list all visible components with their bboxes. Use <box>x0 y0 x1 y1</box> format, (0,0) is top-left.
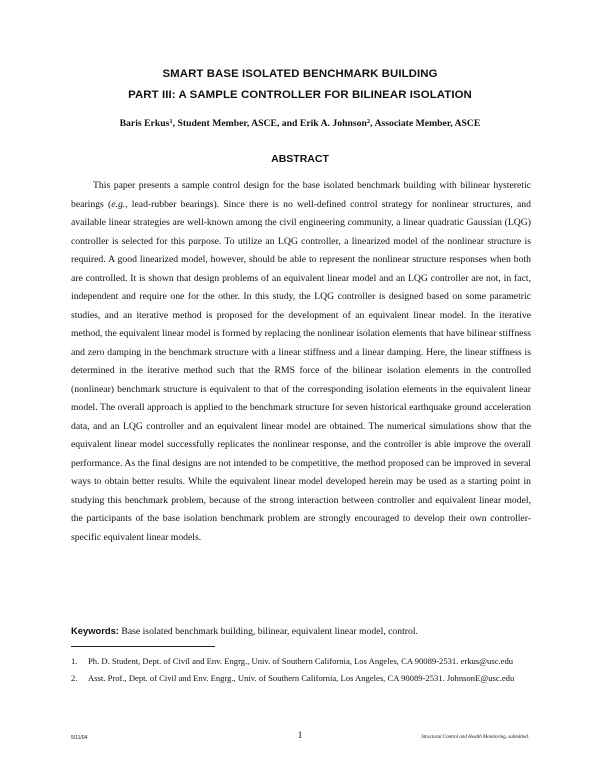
abstract-heading: ABSTRACT <box>271 153 329 165</box>
abstract-text-part-1: This paper presents a sample control design for the base isolated benchmark building with bilinear hysteretic bearings ( <box>71 180 531 210</box>
keywords-label: Keywords: <box>71 625 119 636</box>
footnote-1 <box>71 655 531 668</box>
footnote-1-number: 1. <box>71 656 78 666</box>
footnotes <box>71 655 531 688</box>
keywords <box>71 624 531 639</box>
abstract-eg: e.g. <box>111 198 126 210</box>
author-2-role: , Associate Member, ASCE <box>370 118 481 129</box>
title-line-1: SMART BASE ISOLATED BENCHMARK BUILDING <box>162 68 438 80</box>
footnote-2-number: 2. <box>71 672 78 683</box>
footnote-divider <box>71 646 215 647</box>
author-2-footnote-mark: 2 <box>366 118 371 125</box>
author-1-name: Baris Erkus <box>119 118 170 129</box>
footer-journal: Structural Control and Health Monitoring, submitted. <box>421 735 529 740</box>
author-1-footnote-mark: 1 <box>169 118 173 125</box>
footnote-1-text: Ph. D. Student, Dept. of Civil and Env. Engrg., Univ. of Southern California, Los Angeles, CA 90089-2531. erkus@usc.edu <box>88 656 514 666</box>
keywords-text: Base isolated benchmark building, bilinear, equivalent linear model, control. <box>118 626 418 637</box>
title-line-2: PART III: A SAMPLE CONTROLLER FOR BILINEAR ISOLATION <box>128 89 472 101</box>
author-2-name: Erik A. Johnson <box>299 118 367 129</box>
author-line <box>40 118 560 129</box>
abstract-body <box>71 177 531 547</box>
author-1-role: , Student Member, ASCE, and <box>172 118 300 129</box>
page-number: 1 <box>297 731 303 741</box>
abstract-text-part-2: , lead-rubber bearings). Since there is no well-defined control strategy for nonlinear structures, and available linear strategies are well-known among the civil engineering community, a linear quadratic Gaussian (LQG) controller is selected for this purpose. To utilize an LQG controller, a linearized model of the nonlinear structure is required. A good linearized model, however, should be able to represent the nonlinear structure responses when both are controlled. It is shown that design problems of an equivalent linear model and an LQG controller are not, in fact, independent and require one for the other. In this study, the LQG controller is designed based on some parametric studies, and an iterative method is proposed for the development of an equivalent linear model. In the iterative method, the equivalent linear model is formed by replacing the nonlinear isolation elements that have bilinear stiffness and zero damping in the benchmark structure with a linear stiffness and a linear damping. Here, the linear stiffness is determined in the iterative method such that the RMS force of the bilinear isolation elements in the controlled (nonlinear) benchmark structure is equivalent to that of the corresponding isolation elements in the equivalent linear model. The overall approach is applied to the benchmark structure for seven historical earthquake ground acceleration data, and an LQG controller and an equivalent linear model are obtained. The numerical simulations show that the equivalent linear model successfully replicates the nonlinear response, and the controller is able improve the overall performance. As the final designs are not intended to be competitive, the method proposed can be improved in several ways to obtain better results. While the equivalent linear model developed herein may be used as a starting point in studying this benchmark problem, because of the strong interaction between controller and equivalent linear model, the participants of the base isolation benchmark problem are strongly encouraged to develop their own controller-specific equivalent linear models. <box>71 198 531 543</box>
footer-date: 5/11/04 <box>71 735 88 741</box>
footnote-2-text: Asst. Prof., Dept. of Civil and Env. Engrg., Univ. of Southern California, Los Angeles, CA 90089-2531. JohnsonE@usc.edu <box>88 672 515 683</box>
footnote-2 <box>71 672 531 685</box>
